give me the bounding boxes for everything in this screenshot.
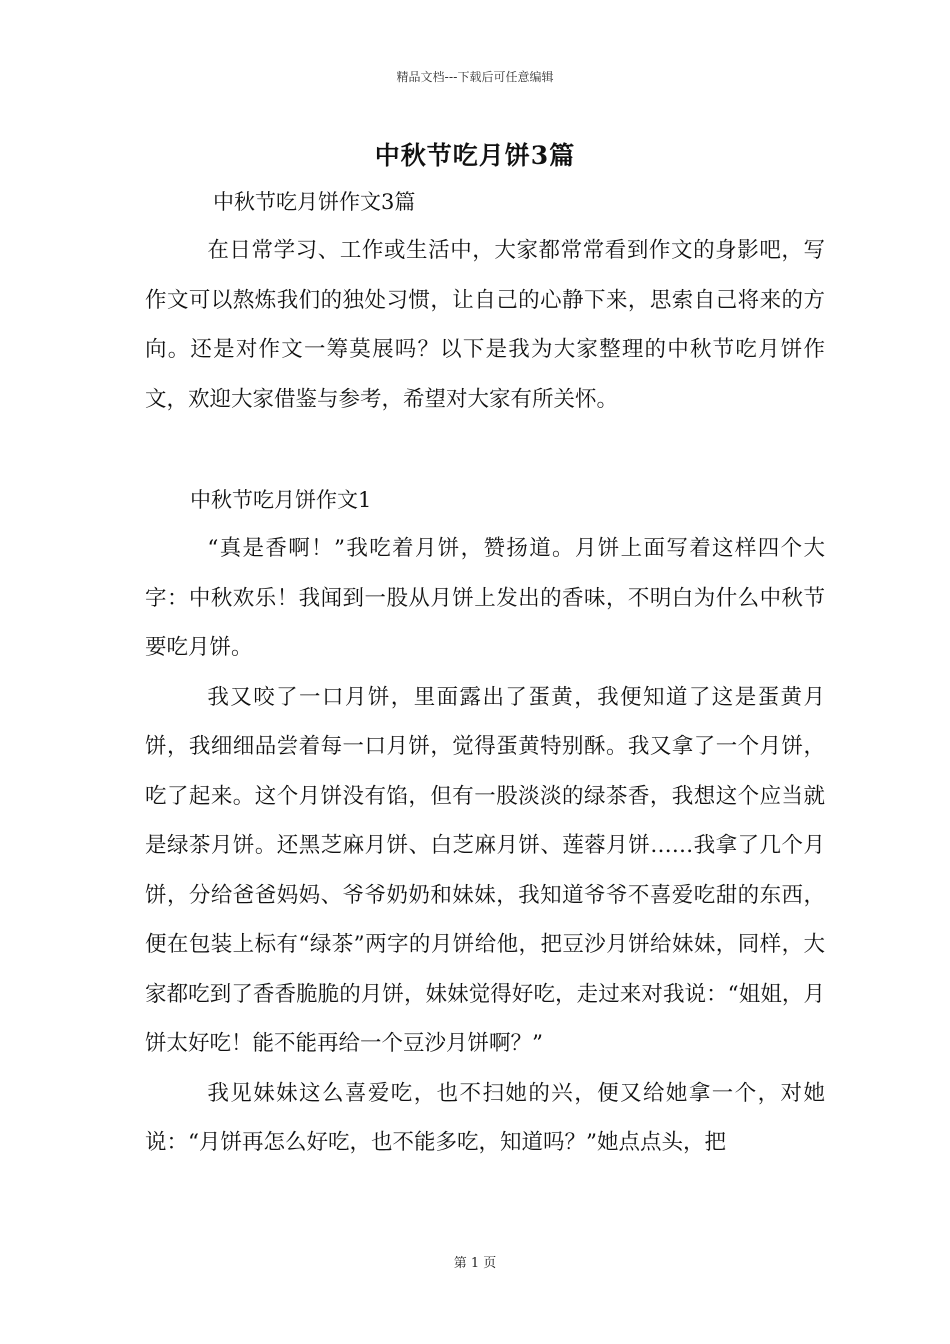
document-title: 中秋节吃月饼3篇 xyxy=(374,141,576,170)
paragraph: “真是香啊！”我吃着月饼，赞扬道。月饼上面写着这样四个大字：中秋欢乐！我闻到一股从月饼上发出的香味，不明白为什么中秋节要吃月饼。 xyxy=(145,536,825,660)
paragraph: 我见妹妹这么喜爱吃，也不扫她的兴，便又给她拿一个，对她说：“月饼再怎么好吃，也不能多吃，知道吗？”她点点头，把 xyxy=(145,1080,825,1155)
document-subtitle: 中秋节吃月饼作文3篇 xyxy=(213,190,416,214)
page-header: 精品文档---下载后可任意编辑 xyxy=(396,70,554,84)
page-footer: 第 1 页 xyxy=(453,1256,497,1271)
intro-paragraph: 在日常学习、工作或生活中，大家都常常看到作文的身影吧，写作文可以熬炼我们的独处习惯，让自己的心静下来，思索自己将来的方向。还是对作文一筹莫展吗？以下是我为大家整理的中秋节吃月饼作文，欢迎大家借鉴与参考，希望对大家有所关怀。 xyxy=(145,238,825,412)
section-body xyxy=(145,524,825,1168)
paragraph: 我又咬了一口月饼，里面露出了蛋黄，我便知道了这是蛋黄月饼，我细细品尝着每一口月饼，觉得蛋黄特别酥。我又拿了一个月饼，吃了起来。这个月饼没有馅，但有一股淡淡的绿茶香，我想这个应当就是绿茶月饼。还黑芝麻月饼、白芝麻月饼、莲蓉月饼……我拿了几个月饼，分给爸爸妈妈、爷爷奶奶和妹妹，我知道爷爷不喜爱吃甜的东西，便在包装上标有“绿茶”两字的月饼给他，把豆沙月饼给妹妹，同样，大家都吃到了香香脆脆的月饼，妹妹觉得好吃，走过来对我说：“姐姐，月饼太好吃！能不能再给一个豆沙月饼啊？” xyxy=(145,684,825,1056)
section-heading: 中秋节吃月饼作文1 xyxy=(190,488,372,512)
intro-block xyxy=(145,226,825,424)
